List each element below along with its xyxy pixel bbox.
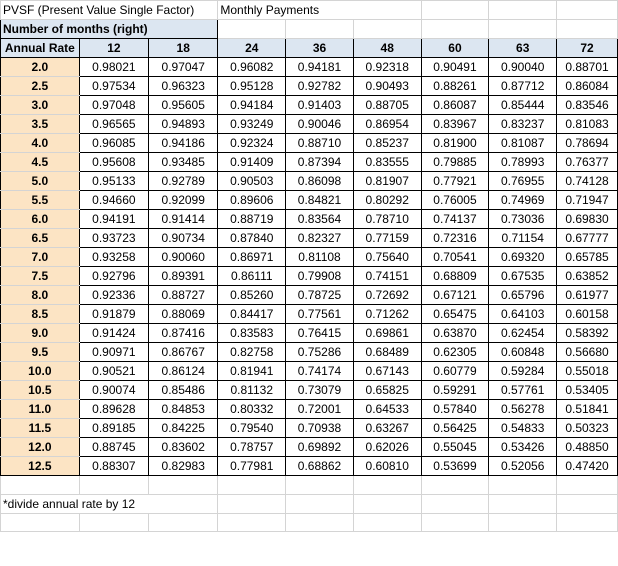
value-cell[interactable]: 0.71262	[353, 305, 421, 324]
value-cell[interactable]: 0.90734	[149, 229, 218, 248]
value-cell[interactable]: 0.76415	[286, 324, 354, 343]
column-header-48[interactable]: 48	[353, 39, 421, 58]
footnote[interactable]: *divide annual rate by 12	[1, 494, 218, 513]
table-row	[1, 343, 618, 362]
cell[interactable]	[489, 20, 557, 39]
value-cell[interactable]: 0.59291	[421, 381, 489, 400]
value-cell[interactable]: 0.96085	[79, 134, 148, 153]
cell[interactable]	[1, 476, 80, 495]
table-row	[1, 362, 618, 381]
value-cell[interactable]: 0.60848	[489, 343, 557, 362]
value-cell[interactable]: 0.78993	[489, 153, 557, 172]
value-cell[interactable]: 0.91403	[286, 96, 354, 115]
rate-cell[interactable]: 12.0	[1, 438, 80, 457]
value-cell[interactable]: 0.56680	[557, 343, 618, 362]
rate-cell[interactable]: 3.5	[1, 115, 80, 134]
table-row	[1, 210, 618, 229]
value-cell[interactable]: 0.94184	[218, 96, 286, 115]
months-header[interactable]: Number of months (right)	[1, 20, 218, 39]
value-cell[interactable]: 0.88719	[218, 210, 286, 229]
value-cell[interactable]: 0.53426	[489, 438, 557, 457]
rate-cell[interactable]: 7.0	[1, 248, 80, 267]
value-cell[interactable]: 0.89391	[149, 267, 218, 286]
value-cell[interactable]: 0.83237	[489, 115, 557, 134]
rate-cell[interactable]: 6.0	[1, 210, 80, 229]
value-cell[interactable]: 0.97047	[149, 58, 218, 77]
value-cell[interactable]: 0.78710	[353, 210, 421, 229]
value-cell[interactable]: 0.56425	[421, 419, 489, 438]
note-row	[1, 494, 618, 513]
column-header-36[interactable]: 36	[286, 39, 354, 58]
value-cell[interactable]: 0.83546	[557, 96, 618, 115]
value-cell[interactable]: 0.86954	[353, 115, 421, 134]
value-cell[interactable]: 0.74174	[286, 362, 354, 381]
value-cell[interactable]: 0.90493	[353, 77, 421, 96]
value-cell[interactable]: 0.75286	[286, 343, 354, 362]
value-cell[interactable]: 0.86098	[286, 172, 354, 191]
value-cell[interactable]: 0.65785	[557, 248, 618, 267]
value-cell[interactable]: 0.86084	[557, 77, 618, 96]
value-cell[interactable]: 0.85486	[149, 381, 218, 400]
value-cell[interactable]: 0.64533	[353, 400, 421, 419]
value-cell[interactable]: 0.67143	[353, 362, 421, 381]
value-cell[interactable]: 0.95605	[149, 96, 218, 115]
value-cell[interactable]: 0.77561	[286, 305, 354, 324]
cell[interactable]	[353, 20, 421, 39]
value-cell[interactable]: 0.63267	[353, 419, 421, 438]
value-cell[interactable]: 0.84853	[149, 400, 218, 419]
value-cell[interactable]: 0.86971	[218, 248, 286, 267]
value-cell[interactable]: 0.93485	[149, 153, 218, 172]
value-cell[interactable]: 0.74137	[421, 210, 489, 229]
value-cell[interactable]: 0.62454	[489, 324, 557, 343]
value-cell[interactable]: 0.68809	[421, 267, 489, 286]
rate-header[interactable]: Annual Rate	[1, 39, 80, 58]
value-cell[interactable]: 0.74151	[353, 267, 421, 286]
cell[interactable]	[421, 494, 489, 513]
cell[interactable]	[286, 513, 354, 532]
rate-cell[interactable]: 9.0	[1, 324, 80, 343]
value-cell[interactable]: 0.88710	[286, 134, 354, 153]
value-cell[interactable]: 0.80292	[353, 191, 421, 210]
value-cell[interactable]: 0.69830	[557, 210, 618, 229]
value-cell[interactable]: 0.84821	[286, 191, 354, 210]
value-cell[interactable]: 0.83555	[353, 153, 421, 172]
value-cell[interactable]: 0.96565	[79, 115, 148, 134]
value-cell[interactable]: 0.87394	[286, 153, 354, 172]
value-cell[interactable]: 0.93723	[79, 229, 148, 248]
value-cell[interactable]: 0.98021	[79, 58, 148, 77]
value-cell[interactable]: 0.81083	[557, 115, 618, 134]
value-cell[interactable]: 0.97048	[79, 96, 148, 115]
value-cell[interactable]: 0.70938	[286, 419, 354, 438]
value-cell[interactable]: 0.67535	[489, 267, 557, 286]
value-cell[interactable]: 0.60779	[421, 362, 489, 381]
value-cell[interactable]: 0.86767	[149, 343, 218, 362]
rate-cell[interactable]: 5.5	[1, 191, 80, 210]
value-cell[interactable]: 0.89185	[79, 419, 148, 438]
table-row	[1, 172, 618, 191]
value-cell[interactable]: 0.65796	[489, 286, 557, 305]
value-cell[interactable]: 0.95608	[79, 153, 148, 172]
cell[interactable]	[489, 513, 557, 532]
value-cell[interactable]: 0.90491	[421, 58, 489, 77]
value-cell[interactable]: 0.88701	[557, 58, 618, 77]
value-cell[interactable]: 0.90503	[218, 172, 286, 191]
value-cell[interactable]: 0.92796	[79, 267, 148, 286]
value-cell[interactable]: 0.79908	[286, 267, 354, 286]
value-cell[interactable]: 0.76955	[489, 172, 557, 191]
table-row	[1, 381, 618, 400]
value-cell[interactable]: 0.72316	[421, 229, 489, 248]
value-cell[interactable]: 0.81087	[489, 134, 557, 153]
value-cell[interactable]: 0.79885	[421, 153, 489, 172]
value-cell[interactable]: 0.89606	[218, 191, 286, 210]
value-cell[interactable]: 0.48850	[557, 438, 618, 457]
table-row	[1, 96, 618, 115]
value-cell[interactable]: 0.86087	[421, 96, 489, 115]
value-cell[interactable]: 0.57840	[421, 400, 489, 419]
value-cell[interactable]: 0.87840	[218, 229, 286, 248]
value-cell[interactable]: 0.68489	[353, 343, 421, 362]
value-cell[interactable]: 0.62305	[421, 343, 489, 362]
value-cell[interactable]: 0.90060	[149, 248, 218, 267]
column-header-60[interactable]: 60	[421, 39, 489, 58]
value-cell[interactable]: 0.73079	[286, 381, 354, 400]
value-cell[interactable]: 0.90521	[79, 362, 148, 381]
value-cell[interactable]: 0.80332	[218, 400, 286, 419]
sheet-title[interactable]: PVSF (Present Value Single Factor)	[1, 1, 218, 20]
table-row	[1, 153, 618, 172]
cell[interactable]	[557, 513, 618, 532]
value-cell[interactable]: 0.93249	[218, 115, 286, 134]
value-cell[interactable]: 0.78694	[557, 134, 618, 153]
cell[interactable]	[353, 513, 421, 532]
value-cell[interactable]: 0.94191	[79, 210, 148, 229]
cell[interactable]	[218, 494, 286, 513]
table-row	[1, 134, 618, 153]
table-row	[1, 115, 618, 134]
cell[interactable]	[149, 513, 218, 532]
cell[interactable]	[489, 476, 557, 495]
value-cell[interactable]: 0.71947	[557, 191, 618, 210]
cell[interactable]	[286, 494, 354, 513]
rate-cell[interactable]: 11.0	[1, 400, 80, 419]
value-cell[interactable]: 0.88727	[149, 286, 218, 305]
value-cell[interactable]: 0.54833	[489, 419, 557, 438]
value-cell[interactable]: 0.92336	[79, 286, 148, 305]
value-cell[interactable]: 0.71154	[489, 229, 557, 248]
value-cell[interactable]: 0.88261	[421, 77, 489, 96]
value-cell[interactable]: 0.52056	[489, 457, 557, 476]
cell[interactable]	[218, 20, 286, 39]
value-cell[interactable]: 0.96323	[149, 77, 218, 96]
rate-cell[interactable]: 3.0	[1, 96, 80, 115]
sheet-subtitle[interactable]: Monthly Payments	[218, 1, 421, 20]
value-cell[interactable]: 0.86111	[218, 267, 286, 286]
value-cell[interactable]: 0.67121	[421, 286, 489, 305]
value-cell[interactable]: 0.68862	[286, 457, 354, 476]
value-cell[interactable]: 0.65475	[421, 305, 489, 324]
value-cell[interactable]: 0.73036	[489, 210, 557, 229]
rate-cell[interactable]: 10.5	[1, 381, 80, 400]
value-cell[interactable]: 0.92789	[149, 172, 218, 191]
value-cell[interactable]: 0.97534	[79, 77, 148, 96]
value-cell[interactable]: 0.83602	[149, 438, 218, 457]
rate-cell[interactable]: 12.5	[1, 457, 80, 476]
value-cell[interactable]: 0.55045	[421, 438, 489, 457]
column-header-72[interactable]: 72	[557, 39, 618, 58]
value-cell[interactable]: 0.82758	[218, 343, 286, 362]
table-row	[1, 286, 618, 305]
value-cell[interactable]: 0.74969	[489, 191, 557, 210]
value-cell[interactable]: 0.88069	[149, 305, 218, 324]
value-cell[interactable]: 0.63852	[557, 267, 618, 286]
value-cell[interactable]: 0.81900	[421, 134, 489, 153]
value-cell[interactable]: 0.67777	[557, 229, 618, 248]
value-cell[interactable]: 0.77981	[218, 457, 286, 476]
table-row	[1, 267, 618, 286]
cell[interactable]	[557, 20, 618, 39]
value-cell[interactable]: 0.83583	[218, 324, 286, 343]
value-cell[interactable]: 0.69320	[489, 248, 557, 267]
value-cell[interactable]: 0.91424	[79, 324, 148, 343]
value-cell[interactable]: 0.72692	[353, 286, 421, 305]
empty-row	[1, 513, 618, 532]
value-cell[interactable]: 0.86124	[149, 362, 218, 381]
table-row	[1, 324, 618, 343]
value-cell[interactable]: 0.76377	[557, 153, 618, 172]
value-cell[interactable]: 0.74128	[557, 172, 618, 191]
value-cell[interactable]: 0.69892	[286, 438, 354, 457]
value-cell[interactable]: 0.91879	[79, 305, 148, 324]
rate-cell[interactable]: 2.0	[1, 58, 80, 77]
value-cell[interactable]: 0.83564	[286, 210, 354, 229]
value-cell[interactable]: 0.70541	[421, 248, 489, 267]
rate-cell[interactable]: 4.0	[1, 134, 80, 153]
value-cell[interactable]: 0.55018	[557, 362, 618, 381]
cell[interactable]	[421, 1, 489, 20]
column-header-63[interactable]: 63	[489, 39, 557, 58]
value-cell[interactable]: 0.92782	[286, 77, 354, 96]
value-cell[interactable]: 0.69861	[353, 324, 421, 343]
cell[interactable]	[421, 513, 489, 532]
value-cell[interactable]: 0.91409	[218, 153, 286, 172]
value-cell[interactable]: 0.57761	[489, 381, 557, 400]
value-cell[interactable]: 0.94186	[149, 134, 218, 153]
rate-cell[interactable]: 8.5	[1, 305, 80, 324]
value-cell[interactable]: 0.85260	[218, 286, 286, 305]
value-cell[interactable]: 0.50323	[557, 419, 618, 438]
value-cell[interactable]: 0.75640	[353, 248, 421, 267]
value-cell[interactable]: 0.82983	[149, 457, 218, 476]
value-cell[interactable]: 0.92318	[353, 58, 421, 77]
rate-cell[interactable]: 11.5	[1, 419, 80, 438]
table-row	[1, 248, 618, 267]
value-cell[interactable]: 0.90040	[489, 58, 557, 77]
rate-cell[interactable]: 4.5	[1, 153, 80, 172]
rate-cell[interactable]: 7.5	[1, 267, 80, 286]
rate-cell[interactable]: 10.0	[1, 362, 80, 381]
column-header-24[interactable]: 24	[218, 39, 286, 58]
rate-cell[interactable]: 8.0	[1, 286, 80, 305]
value-cell[interactable]: 0.60158	[557, 305, 618, 324]
value-cell[interactable]: 0.82327	[286, 229, 354, 248]
cell[interactable]	[353, 494, 421, 513]
value-cell[interactable]: 0.77921	[421, 172, 489, 191]
value-cell[interactable]: 0.78757	[218, 438, 286, 457]
value-cell[interactable]: 0.90074	[79, 381, 148, 400]
value-cell[interactable]: 0.77159	[353, 229, 421, 248]
value-cell[interactable]: 0.87416	[149, 324, 218, 343]
value-cell[interactable]: 0.83967	[421, 115, 489, 134]
value-cell[interactable]: 0.81941	[218, 362, 286, 381]
value-cell[interactable]: 0.81108	[286, 248, 354, 267]
rate-cell[interactable]: 6.5	[1, 229, 80, 248]
value-cell[interactable]: 0.88307	[79, 457, 148, 476]
value-cell[interactable]: 0.95128	[218, 77, 286, 96]
column-header-18[interactable]: 18	[149, 39, 218, 58]
value-cell[interactable]: 0.94893	[149, 115, 218, 134]
value-cell[interactable]: 0.65825	[353, 381, 421, 400]
cell[interactable]	[218, 476, 286, 495]
rate-cell[interactable]: 5.0	[1, 172, 80, 191]
cell[interactable]	[489, 1, 557, 20]
table-row	[1, 77, 618, 96]
cell[interactable]	[489, 494, 557, 513]
value-cell[interactable]: 0.90971	[79, 343, 148, 362]
cell[interactable]	[286, 476, 354, 495]
value-cell[interactable]: 0.84225	[149, 419, 218, 438]
value-cell[interactable]: 0.88705	[353, 96, 421, 115]
value-cell[interactable]: 0.59284	[489, 362, 557, 381]
value-cell[interactable]: 0.62026	[353, 438, 421, 457]
value-cell[interactable]: 0.87712	[489, 77, 557, 96]
cell[interactable]	[79, 513, 148, 532]
column-header-12[interactable]: 12	[79, 39, 148, 58]
value-cell[interactable]: 0.90046	[286, 115, 354, 134]
table-row	[1, 457, 618, 476]
value-cell[interactable]: 0.76005	[421, 191, 489, 210]
cell[interactable]	[218, 513, 286, 532]
table-row	[1, 400, 618, 419]
value-cell[interactable]: 0.53405	[557, 381, 618, 400]
value-cell[interactable]: 0.85237	[353, 134, 421, 153]
cell[interactable]	[1, 513, 80, 532]
value-cell[interactable]: 0.93258	[79, 248, 148, 267]
value-cell[interactable]: 0.64103	[489, 305, 557, 324]
value-cell[interactable]: 0.56278	[489, 400, 557, 419]
table-row	[1, 438, 618, 457]
value-cell[interactable]: 0.81907	[353, 172, 421, 191]
rate-cell[interactable]: 2.5	[1, 77, 80, 96]
cell[interactable]	[286, 20, 354, 39]
value-cell[interactable]: 0.60810	[353, 457, 421, 476]
value-cell[interactable]: 0.84417	[218, 305, 286, 324]
value-cell[interactable]: 0.92099	[149, 191, 218, 210]
value-cell[interactable]: 0.47420	[557, 457, 618, 476]
table-row	[1, 191, 618, 210]
table-row	[1, 229, 618, 248]
empty-row	[1, 476, 618, 495]
table-row	[1, 305, 618, 324]
value-cell[interactable]: 0.61977	[557, 286, 618, 305]
value-cell[interactable]: 0.63870	[421, 324, 489, 343]
value-cell[interactable]: 0.51841	[557, 400, 618, 419]
cell[interactable]	[421, 20, 489, 39]
cell[interactable]	[421, 476, 489, 495]
value-cell[interactable]: 0.78725	[286, 286, 354, 305]
value-cell[interactable]: 0.53699	[421, 457, 489, 476]
cell[interactable]	[353, 476, 421, 495]
cell[interactable]	[557, 494, 618, 513]
value-cell[interactable]: 0.81132	[218, 381, 286, 400]
rate-cell[interactable]: 9.5	[1, 343, 80, 362]
value-cell[interactable]: 0.58392	[557, 324, 618, 343]
cell[interactable]	[79, 476, 148, 495]
value-cell[interactable]: 0.94660	[79, 191, 148, 210]
value-cell[interactable]: 0.79540	[218, 419, 286, 438]
value-cell[interactable]: 0.72001	[286, 400, 354, 419]
value-cell[interactable]: 0.88745	[79, 438, 148, 457]
value-cell[interactable]: 0.91414	[149, 210, 218, 229]
table-row	[1, 58, 618, 77]
cell[interactable]	[557, 476, 618, 495]
value-cell[interactable]: 0.94181	[286, 58, 354, 77]
value-cell[interactable]: 0.92324	[218, 134, 286, 153]
cell[interactable]	[149, 476, 218, 495]
value-cell[interactable]: 0.95133	[79, 172, 148, 191]
cell[interactable]	[557, 1, 618, 20]
table-row	[1, 419, 618, 438]
value-cell[interactable]: 0.96082	[218, 58, 286, 77]
value-cell[interactable]: 0.89628	[79, 400, 148, 419]
value-cell[interactable]: 0.85444	[489, 96, 557, 115]
